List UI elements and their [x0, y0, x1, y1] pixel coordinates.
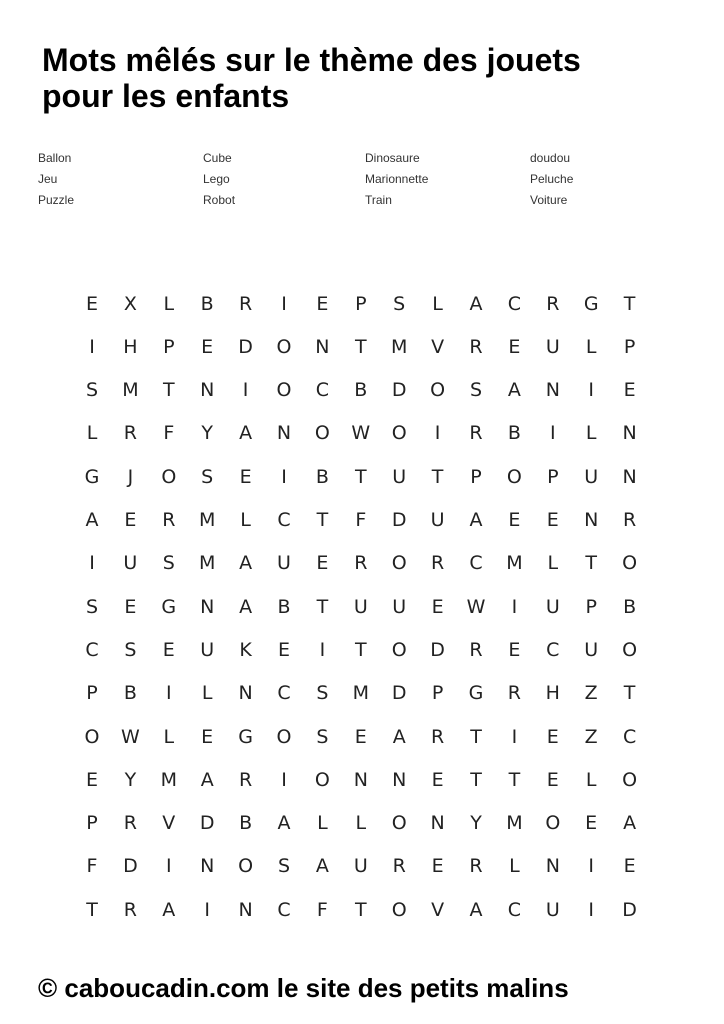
page-title-line-2: pour les enfants — [42, 78, 290, 114]
grid-cell[interactable]: W — [466, 595, 486, 618]
grid-cell[interactable]: N — [392, 768, 407, 791]
word-list-item: Voiture — [530, 193, 568, 207]
grid-cell[interactable]: U — [123, 552, 138, 575]
grid-cell[interactable]: P — [355, 292, 367, 315]
grid-cell[interactable]: X — [123, 292, 137, 315]
grid-cell[interactable]: E — [585, 812, 598, 835]
grid-cell[interactable]: D — [123, 855, 138, 878]
grid-cell[interactable]: R — [622, 509, 637, 531]
grid-cell[interactable]: E — [431, 595, 444, 618]
word-list-item: Robot — [203, 193, 236, 207]
grid-cell[interactable]: N — [545, 379, 560, 402]
word-list-item: Puzzle — [38, 193, 75, 207]
grid-cell[interactable]: O — [391, 422, 407, 445]
grid-cell[interactable]: R — [469, 855, 483, 878]
grid-cell[interactable]: U — [430, 509, 445, 531]
grid-cell[interactable]: U — [277, 552, 291, 575]
grid-cell[interactable]: E — [431, 768, 444, 791]
grid-cell[interactable]: O — [622, 768, 638, 791]
grid-cell[interactable]: H — [123, 335, 138, 358]
word-list-item: Cube — [203, 151, 232, 165]
grid-cell[interactable]: U — [545, 898, 560, 921]
page-title — [42, 42, 702, 114]
grid-cell[interactable]: M — [122, 379, 139, 402]
grid-cell[interactable]: N — [622, 422, 637, 445]
grid-cell[interactable]: F — [316, 898, 328, 921]
grid-cell[interactable]: E — [508, 509, 521, 531]
grid-cell[interactable]: T — [623, 682, 636, 705]
grid-cell[interactable]: I — [281, 292, 287, 315]
grid-cell[interactable]: A — [507, 379, 521, 402]
grid-cell[interactable]: M — [160, 768, 177, 791]
grid-cell[interactable]: I — [549, 422, 556, 445]
grid-cell[interactable]: R — [123, 812, 137, 835]
grid-cell[interactable]: L — [201, 682, 213, 705]
grid-cell[interactable]: F — [163, 422, 175, 445]
grid-cell[interactable]: L — [585, 768, 597, 791]
grid-cell[interactable]: D — [238, 335, 253, 358]
grid-cell[interactable]: R — [123, 898, 137, 921]
grid-cell[interactable]: N — [200, 595, 215, 618]
grid-cell[interactable]: C — [315, 379, 330, 402]
grid-cell[interactable]: E — [354, 725, 367, 748]
grid-cell[interactable]: F — [355, 509, 367, 531]
grid-cell[interactable]: U — [200, 638, 215, 661]
grid-cell[interactable]: T — [162, 379, 175, 402]
grid-cell[interactable]: D — [622, 898, 637, 921]
grid-cell[interactable]: U — [353, 595, 368, 618]
grid-cell[interactable]: S — [277, 855, 291, 878]
grid-cell[interactable]: A — [469, 509, 483, 531]
word-list-item: Jeu — [38, 172, 58, 186]
grid-cell[interactable]: O — [506, 465, 522, 488]
grid-cell[interactable]: P — [585, 595, 597, 618]
grid-cell[interactable]: Y — [201, 422, 213, 445]
grid-cell[interactable]: L — [585, 422, 597, 445]
grid-cell[interactable]: N — [200, 379, 215, 402]
word-list-item: doudou — [530, 151, 571, 165]
grid-cell[interactable]: N — [238, 898, 253, 921]
grid-cell[interactable]: O — [622, 638, 638, 661]
letter-grid — [73, 282, 649, 930]
grid-cell[interactable]: G — [468, 682, 484, 705]
footer-credit: © caboucadin.com le site des petits malins — [38, 973, 569, 1003]
grid-cell[interactable]: L — [240, 509, 251, 531]
grid-cell[interactable]: D — [199, 812, 215, 835]
grid-cell[interactable]: F — [86, 855, 98, 878]
grid-cell[interactable]: E — [546, 768, 559, 791]
grid-cell[interactable]: R — [546, 292, 560, 315]
grid-cell[interactable]: C — [622, 725, 637, 748]
grid-cell[interactable]: U — [392, 595, 407, 618]
grid-cell[interactable]: B — [507, 422, 521, 445]
grid-cell[interactable]: I — [165, 855, 172, 878]
grid-cell[interactable]: T — [508, 768, 521, 791]
grid-cell[interactable]: I — [89, 552, 95, 575]
grid-cell[interactable]: E — [316, 292, 329, 315]
grid-cell[interactable]: O — [276, 379, 292, 402]
grid-cell[interactable]: P — [623, 335, 636, 358]
grid-cell[interactable]: I — [588, 379, 594, 402]
grid-cell[interactable]: D — [391, 379, 407, 402]
grid-cell[interactable]: L — [317, 812, 328, 835]
grid-cell[interactable]: S — [393, 292, 406, 315]
grid-cell[interactable]: E — [508, 638, 521, 661]
grid-cell[interactable]: V — [431, 335, 445, 358]
grid-cell[interactable]: I — [204, 898, 210, 921]
grid-cell[interactable]: H — [545, 682, 560, 705]
grid-cell[interactable]: N — [545, 855, 560, 878]
grid-cell[interactable]: U — [545, 335, 560, 358]
grid-cell[interactable]: E — [124, 595, 137, 618]
grid-cell[interactable]: P — [470, 465, 482, 488]
grid-cell[interactable]: N — [276, 422, 292, 445]
grid-cell[interactable]: S — [85, 379, 99, 402]
grid-cell[interactable]: E — [124, 509, 137, 531]
grid-cell[interactable]: B — [354, 379, 368, 402]
grid-cell[interactable]: R — [354, 552, 368, 575]
word-list-item: Peluche — [530, 172, 574, 186]
word-list-item: Train — [365, 193, 392, 207]
grid-cell[interactable]: R — [469, 422, 483, 445]
grid-cell[interactable]: A — [277, 812, 291, 835]
grid-cell[interactable]: I — [281, 768, 287, 791]
grid-cell[interactable]: O — [276, 335, 292, 358]
grid-cell[interactable]: O — [391, 812, 407, 835]
grid-cell[interactable]: N — [315, 335, 330, 358]
grid-cell[interactable]: W — [351, 422, 371, 445]
grid-cell[interactable]: E — [546, 725, 559, 748]
grid-cell[interactable]: A — [469, 898, 483, 921]
grid-cell[interactable]: I — [242, 379, 249, 402]
grid-cell[interactable]: R — [430, 725, 445, 748]
grid-cell[interactable]: E — [623, 379, 636, 402]
grid-cell[interactable]: O — [238, 855, 254, 878]
grid-cell[interactable]: A — [392, 725, 406, 748]
grid-cell[interactable]: L — [585, 335, 597, 358]
grid-cell[interactable]: L — [432, 292, 443, 315]
grid-cell[interactable]: E — [85, 292, 98, 315]
grid-cell[interactable]: T — [316, 509, 329, 531]
grid-cell[interactable]: I — [319, 638, 326, 661]
grid-cell[interactable]: G — [583, 292, 599, 315]
grid-cell[interactable]: N — [622, 465, 637, 488]
grid-cell[interactable]: C — [469, 552, 483, 575]
grid-cell[interactable]: A — [239, 422, 253, 445]
grid-cell[interactable]: C — [277, 898, 291, 921]
grid-cell[interactable]: O — [314, 422, 330, 445]
grid-cell[interactable]: I — [89, 335, 95, 358]
grid-cell[interactable]: P — [86, 812, 98, 835]
grid-cell[interactable]: T — [354, 638, 367, 661]
grid-cell[interactable]: V — [431, 898, 445, 921]
grid-cell[interactable]: S — [201, 465, 214, 488]
grid-cell[interactable]: O — [430, 379, 446, 402]
grid-cell[interactable]: T — [431, 465, 444, 488]
grid-cell[interactable]: R — [430, 552, 445, 575]
grid-cell[interactable]: L — [86, 422, 98, 445]
grid-cell[interactable]: O — [276, 725, 292, 748]
grid-cell[interactable]: P — [547, 465, 559, 488]
grid-cell[interactable]: C — [507, 292, 522, 315]
grid-cell[interactable]: O — [391, 898, 407, 921]
word-list — [38, 150, 698, 214]
grid-cell[interactable]: G — [161, 595, 177, 618]
grid-cell[interactable]: A — [239, 552, 253, 575]
grid-cell[interactable]: Y — [470, 812, 482, 835]
grid-cell[interactable]: A — [469, 292, 483, 315]
grid-cell[interactable]: Z — [584, 682, 598, 705]
grid-cell[interactable]: P — [163, 335, 175, 358]
grid-cell[interactable]: K — [239, 638, 252, 661]
grid-cell[interactable]: C — [546, 638, 560, 661]
grid-cell[interactable]: O — [545, 812, 561, 835]
grid-cell[interactable]: I — [165, 682, 172, 705]
grid-cell[interactable]: N — [353, 768, 368, 791]
grid-cell[interactable]: T — [470, 725, 482, 748]
grid-cell[interactable]: J — [127, 465, 134, 488]
grid-cell[interactable]: U — [584, 465, 599, 488]
grid-cell[interactable]: S — [316, 725, 329, 748]
grid-cell[interactable]: S — [85, 595, 99, 618]
page-title-line-1: Mots mêlés sur le thème des jouets — [42, 42, 581, 78]
grid-cell[interactable]: E — [277, 638, 290, 661]
grid-cell[interactable]: M — [352, 682, 369, 705]
grid-cell[interactable]: B — [239, 812, 253, 835]
grid-cell[interactable]: R — [469, 638, 483, 661]
grid-cell[interactable]: E — [239, 465, 252, 488]
grid-cell[interactable]: C — [507, 898, 522, 921]
grid-cell[interactable]: O — [84, 725, 100, 748]
grid-cell[interactable]: D — [391, 509, 407, 531]
grid-cell[interactable]: E — [546, 509, 559, 531]
grid-cell[interactable]: A — [200, 768, 214, 791]
word-list-item: Ballon — [38, 151, 72, 165]
grid-cell[interactable]: A — [315, 855, 329, 878]
grid-cell[interactable]: W — [120, 725, 140, 748]
grid-cell[interactable]: I — [511, 725, 518, 748]
grid-cell[interactable]: B — [123, 682, 137, 705]
grid-cell[interactable]: A — [239, 595, 253, 618]
grid-cell[interactable]: Z — [584, 725, 598, 748]
grid-cell[interactable]: L — [163, 725, 175, 748]
grid-cell[interactable]: O — [314, 768, 330, 791]
grid-cell[interactable]: R — [507, 682, 521, 705]
grid-cell[interactable]: M — [390, 335, 408, 358]
grid-cell[interactable]: G — [84, 465, 100, 488]
grid-cell[interactable]: T — [354, 898, 367, 921]
grid-cell[interactable]: U — [353, 855, 368, 878]
grid-cell[interactable]: R — [238, 768, 253, 791]
grid-cell[interactable]: B — [200, 292, 214, 315]
grid-cell[interactable]: E — [508, 335, 521, 358]
grid-cell[interactable]: L — [547, 552, 559, 575]
grid-cell[interactable]: E — [85, 768, 98, 791]
grid-cell[interactable]: N — [430, 812, 445, 835]
grid-cell[interactable]: L — [163, 292, 175, 315]
grid-cell[interactable]: E — [201, 335, 214, 358]
grid-cell[interactable]: B — [315, 465, 329, 488]
grid-cell[interactable]: Y — [124, 768, 137, 791]
grid-cell[interactable]: T — [585, 552, 597, 575]
grid-cell[interactable]: S — [316, 682, 329, 705]
grid-cell[interactable]: U — [545, 595, 560, 618]
grid-cell[interactable]: I — [588, 855, 594, 878]
grid-cell[interactable]: S — [162, 552, 175, 575]
grid-cell[interactable]: P — [86, 682, 98, 705]
grid-cell[interactable]: D — [391, 682, 407, 705]
grid-cell[interactable]: L — [355, 812, 367, 835]
grid-cell[interactable]: U — [584, 638, 599, 661]
word-list-item: Lego — [203, 172, 230, 186]
grid-cell[interactable]: T — [623, 292, 636, 315]
grid-cell[interactable]: T — [354, 465, 367, 488]
grid-cell[interactable]: O — [391, 638, 407, 661]
grid-cell[interactable]: A — [623, 812, 637, 835]
grid-cell[interactable]: U — [392, 465, 407, 488]
grid-cell[interactable]: N — [200, 855, 215, 878]
grid-cell[interactable]: O — [391, 552, 407, 575]
grid-cell[interactable]: A — [85, 509, 99, 531]
grid-cell[interactable]: L — [509, 855, 520, 878]
word-list-item: Dinosaure — [365, 151, 420, 165]
grid-cell[interactable]: M — [198, 509, 216, 531]
grid-cell[interactable]: B — [277, 595, 291, 618]
grid-cell[interactable]: C — [277, 682, 291, 705]
grid-cell[interactable]: R — [238, 292, 253, 315]
grid-cell[interactable]: N — [584, 509, 599, 531]
grid-cell[interactable]: E — [316, 552, 329, 575]
grid-cell[interactable]: O — [622, 552, 638, 575]
grid-cell[interactable]: N — [238, 682, 253, 705]
grid-cell[interactable]: I — [511, 595, 518, 618]
grid-cell[interactable]: M — [506, 552, 523, 575]
grid-cell[interactable]: T — [86, 898, 98, 921]
grid-cell[interactable]: A — [162, 898, 176, 921]
grid-cell[interactable]: R — [162, 509, 176, 531]
grid-cell[interactable]: I — [281, 465, 287, 488]
grid-cell[interactable]: C — [277, 509, 291, 531]
grid-cell[interactable]: E — [162, 638, 175, 661]
grid-cell[interactable]: I — [434, 422, 441, 445]
grid-cell[interactable]: T — [354, 335, 367, 358]
grid-cell[interactable]: C — [85, 638, 99, 661]
grid-cell[interactable]: I — [588, 898, 594, 921]
grid-cell[interactable]: E — [623, 855, 636, 878]
grid-cell[interactable]: M — [506, 812, 523, 835]
grid-cell[interactable]: R — [469, 335, 483, 358]
grid-cell[interactable]: P — [431, 682, 444, 705]
grid-cell[interactable]: T — [316, 595, 329, 618]
grid-cell[interactable]: B — [623, 595, 637, 618]
word-list-item: Marionnette — [365, 172, 429, 186]
grid-cell[interactable]: T — [470, 768, 482, 791]
grid-cell[interactable]: S — [124, 638, 137, 661]
grid-cell[interactable]: E — [431, 855, 444, 878]
grid-cell[interactable]: R — [392, 855, 406, 878]
grid-cell[interactable]: M — [198, 552, 216, 575]
grid-cell[interactable]: R — [123, 422, 137, 445]
grid-cell[interactable]: S — [469, 379, 483, 402]
grid-cell[interactable]: V — [162, 812, 176, 835]
grid-cell[interactable]: O — [161, 465, 177, 488]
grid-cell[interactable]: D — [430, 638, 445, 661]
grid-cell[interactable]: G — [238, 725, 253, 748]
grid-cell[interactable]: E — [201, 725, 214, 748]
